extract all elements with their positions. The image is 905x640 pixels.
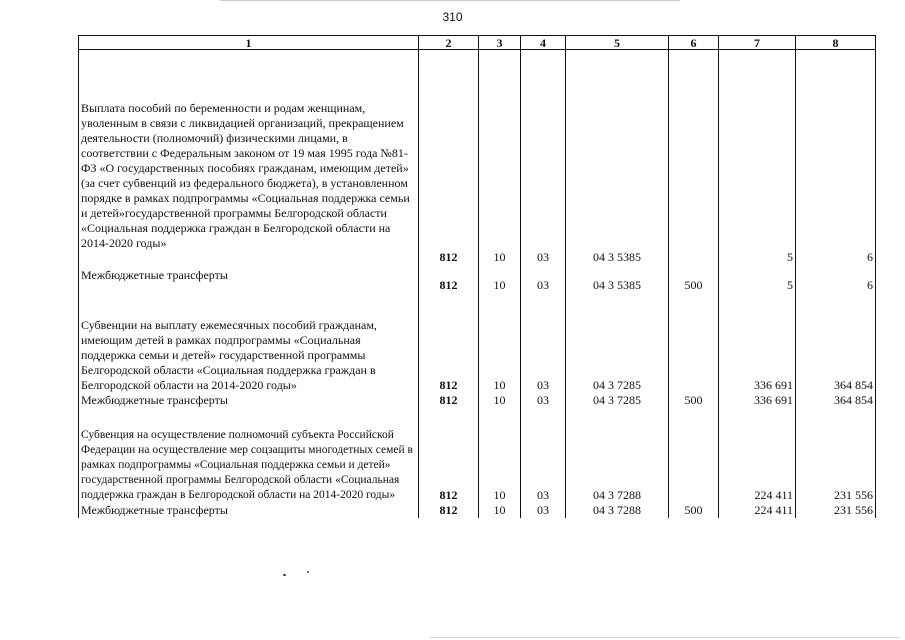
- cell-section: 10: [479, 503, 521, 518]
- cell-subsection: 03: [521, 408, 566, 503]
- cell-target-article: 04 3 5385: [566, 50, 669, 265]
- cell-subsection: 03: [521, 265, 566, 293]
- cell-amount-2016: 364 854: [796, 293, 876, 393]
- cell-section: 10: [479, 293, 521, 393]
- cell-target-article: 04 3 7285: [566, 293, 669, 393]
- row-description: Межбюджетные трансферты: [79, 265, 419, 293]
- column-header: 1: [79, 36, 419, 50]
- cell-amount-2016: 231 556: [796, 503, 876, 518]
- table-row: [79, 408, 876, 503]
- cell-admin-code: 812: [419, 265, 479, 293]
- cell-amount-2015: 224 411: [719, 408, 796, 503]
- cell-admin-code: 812: [419, 50, 479, 265]
- cell-target-article: 04 3 5385: [566, 265, 669, 293]
- cell-target-article: 04 3 7285: [566, 393, 669, 408]
- cell-section: 10: [479, 408, 521, 503]
- cell-expense-type: 500: [669, 265, 719, 293]
- row-description: Выплата пособий по беременности и родам женщинам, уволенным в связи с ликвидацией организаций, прекращением деятельности (полномочий) физическими лицами, в соответствии с Федеральным законом от 19 мая 1995 года №81-ФЗ «О государственных пособиях гражданам, имеющим детей» (за счет субвенций из федерального бюджета), в установленном порядке в рамках подпрограммы «Социальная поддержка семьи и детей»государственной программы Белгородской области «Социальная поддержка граждан в Белгородской области на 2014-2020 годы»: [79, 50, 419, 265]
- cell-expense-type: [669, 408, 719, 503]
- column-header: 3: [479, 36, 521, 50]
- cell-subsection: 03: [521, 293, 566, 393]
- row-description: Межбюджетные трансферты: [79, 393, 419, 408]
- cell-amount-2015: 224 411: [719, 503, 796, 518]
- cell-target-article: 04 3 7288: [566, 408, 669, 503]
- bottom-scan-edge: [430, 637, 900, 638]
- column-header: 6: [669, 36, 719, 50]
- column-header: 7: [719, 36, 796, 50]
- row-description: Межбюджетные трансферты: [79, 503, 419, 518]
- cell-expense-type: [669, 293, 719, 393]
- budget-table: [78, 35, 876, 518]
- cell-target-article: 04 3 7288: [566, 503, 669, 518]
- cell-amount-2016: 364 854: [796, 393, 876, 408]
- cell-amount-2016: 6: [796, 50, 876, 265]
- cell-amount-2015: 5: [719, 265, 796, 293]
- cell-admin-code: 812: [419, 293, 479, 393]
- cell-section: 10: [479, 265, 521, 293]
- cell-amount-2016: 231 556: [796, 408, 876, 503]
- cell-subsection: 03: [521, 503, 566, 518]
- cell-amount-2015: 336 691: [719, 393, 796, 408]
- cell-subsection: 03: [521, 50, 566, 265]
- column-header: 8: [796, 36, 876, 50]
- cell-admin-code: 812: [419, 393, 479, 408]
- table-row: [79, 293, 876, 393]
- cell-amount-2016: 6: [796, 265, 876, 293]
- table-row: [79, 503, 876, 518]
- cell-amount-2015: 5: [719, 50, 796, 265]
- cell-amount-2015: 336 691: [719, 293, 796, 393]
- column-header: 5: [566, 36, 669, 50]
- row-description: Субвенция на осуществление полномочий субъекта Российской Федерации на осуществление мер соцзащиты многодетных семей в рамках подпрограммы «Социальная поддержка семьи и детей» государственной программы Белгородской области «Социальная поддержка граждан в Белгородской области на 2014-2020 годы»: [79, 408, 419, 503]
- table-row: [79, 265, 876, 293]
- table-header-row: [79, 36, 876, 50]
- cell-subsection: 03: [521, 393, 566, 408]
- cell-expense-type: 500: [669, 503, 719, 518]
- cell-expense-type: 500: [669, 393, 719, 408]
- table-row: [79, 393, 876, 408]
- cell-admin-code: 812: [419, 408, 479, 503]
- scan-speck: [283, 574, 286, 576]
- column-header: 2: [419, 36, 479, 50]
- row-description: Субвенции на выплату ежемесячных пособий гражданам, имеющим детей в рамках подпрограммы «Социальная поддержка семьи и детей» государственной программы Белгородской области «Социальная поддержка граждан в Белгородской области на 2014-2020 годы»: [79, 293, 419, 393]
- cell-expense-type: [669, 50, 719, 265]
- table-row: [79, 50, 876, 265]
- cell-admin-code: 812: [419, 503, 479, 518]
- cell-section: 10: [479, 393, 521, 408]
- page-number: 310: [442, 10, 463, 24]
- scan-speck: [307, 571, 309, 573]
- top-scan-edge: [220, 0, 680, 1]
- column-header: 4: [521, 36, 566, 50]
- cell-section: 10: [479, 50, 521, 265]
